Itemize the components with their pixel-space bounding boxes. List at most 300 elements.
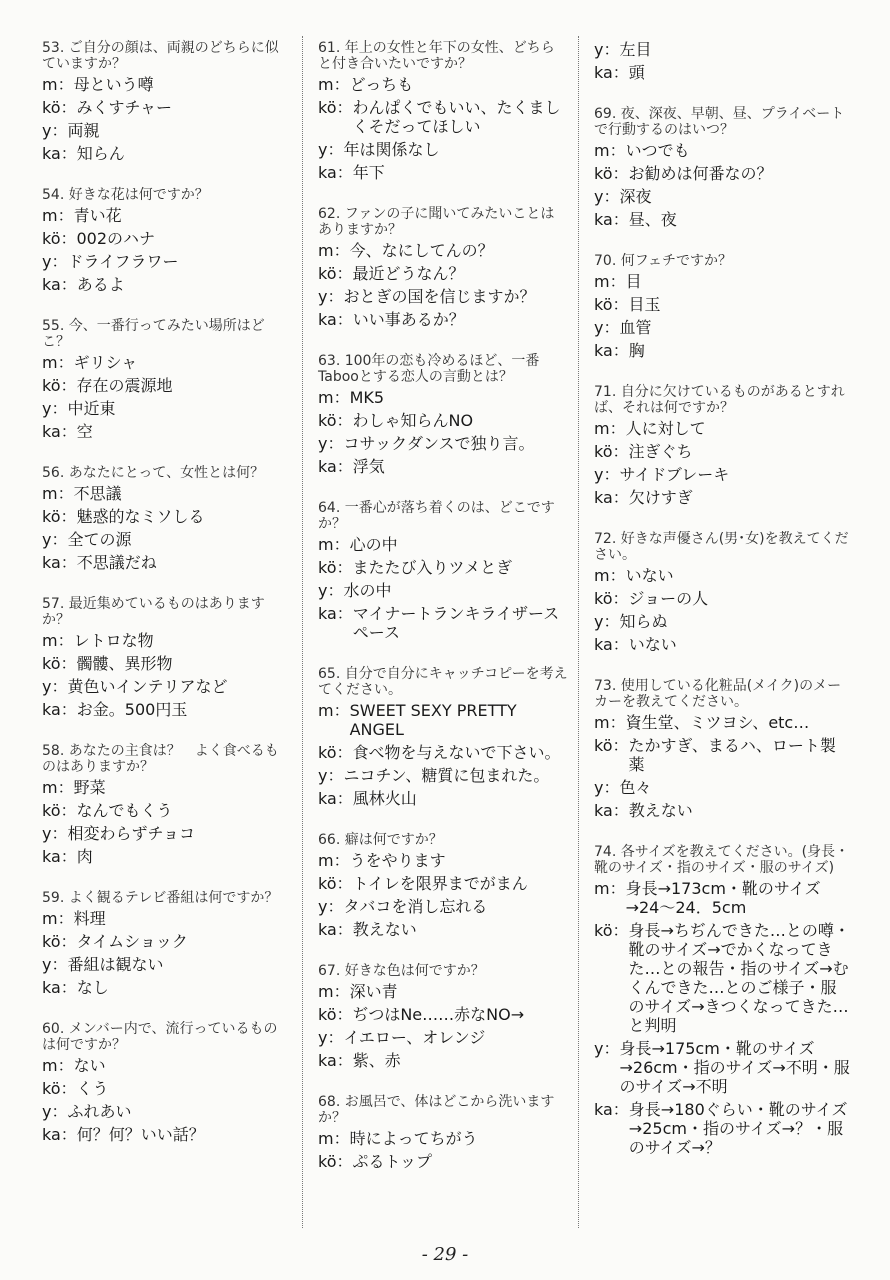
column-divider	[302, 36, 303, 1228]
question-text: 72. 好きな声優さん(男･女)を教えてください。	[594, 531, 849, 563]
speaker-label: kö：	[594, 164, 629, 183]
speaker-label: y：	[42, 677, 68, 696]
answer-text: みくすチャー	[76, 98, 173, 117]
answer-row	[594, 589, 850, 608]
question-block	[42, 465, 290, 572]
answer-text: トイレを限界までがまん	[352, 874, 528, 893]
answer-text: 中近東	[67, 399, 116, 418]
speaker-label: ka：	[594, 63, 629, 82]
answer-text: MK5	[349, 388, 385, 407]
speaker-label: m：	[42, 1056, 74, 1075]
answer-text: ぢつはNe……赤なNO→	[352, 1005, 525, 1024]
question-block	[318, 666, 568, 808]
answer-text: お勧めは何番なの？	[628, 164, 773, 183]
answer-row	[318, 1028, 568, 1047]
question-text: 55. 今、一番行ってみたい場所はどこ？	[42, 318, 265, 350]
answer-text: お金。500円玉	[76, 700, 188, 719]
answer-text: ギリシャ	[73, 353, 138, 372]
column-3	[594, 40, 850, 1181]
speaker-label: ka：	[318, 457, 353, 476]
answer-text: なんでもくう	[76, 801, 173, 820]
answer-text: いい事あるか？	[352, 310, 465, 329]
answer-text: 左目	[619, 40, 652, 59]
question-block	[318, 1094, 568, 1171]
question-block	[594, 844, 850, 1157]
answer-row	[318, 743, 568, 762]
answer-row	[318, 1152, 568, 1171]
answer-text: 欠けすぎ	[628, 488, 693, 507]
answer-row	[42, 932, 290, 951]
answer-text: 食べ物を与えないで下さい。	[352, 743, 561, 762]
answer-text: 風林火山	[352, 789, 417, 808]
answer-text: 相変わらずチョコ	[67, 824, 196, 843]
speaker-label: kö：	[594, 736, 629, 755]
speaker-label: kö：	[42, 801, 77, 820]
answer-row	[42, 1102, 290, 1121]
answer-row	[318, 1005, 568, 1024]
question-text: 61. 年上の女性と年下の女性、どちらと付き合いたいですか？	[318, 40, 555, 72]
answer-row	[318, 851, 568, 870]
answer-row	[318, 1129, 568, 1148]
answer-text: 水の中	[343, 581, 392, 600]
answer-text: 浮気	[352, 457, 385, 476]
answer-row	[594, 566, 850, 585]
answer-text: 色々	[619, 778, 652, 797]
speaker-label: ka：	[42, 1125, 77, 1144]
answer-row	[318, 581, 568, 600]
answer-row	[318, 1051, 568, 1070]
answer-text: 年下	[352, 163, 385, 182]
speaker-label: ka：	[42, 422, 77, 441]
answer-text: 不思議だね	[76, 553, 157, 572]
answer-row	[594, 879, 850, 917]
answer-text: 002のハナ	[76, 229, 156, 248]
speaker-label: y：	[594, 1039, 620, 1058]
answer-text: 黄色いインテリアなど	[67, 677, 228, 696]
answer-text: 料理	[73, 909, 106, 928]
speaker-label: kö：	[42, 376, 77, 395]
speaker-label: y：	[318, 766, 344, 785]
answer-text: 母という噂	[73, 75, 154, 94]
answer-row	[594, 442, 850, 461]
answer-text: たかすぎ、まるハ、ロート製薬	[628, 736, 836, 774]
answer-row	[42, 507, 290, 526]
answer-row	[318, 535, 568, 554]
question-block	[318, 206, 568, 329]
answer-text: サイドブレーキ	[619, 465, 730, 484]
speaker-label: y：	[594, 612, 620, 631]
answer-row	[594, 40, 850, 59]
answer-text: 教えない	[628, 801, 693, 820]
answer-row	[42, 275, 290, 294]
answer-row	[318, 766, 568, 785]
answer-row	[42, 778, 290, 797]
question-text: 54. 好きな花は何ですか？	[42, 187, 209, 203]
answer-text: ぷるトップ	[352, 1152, 433, 1171]
speaker-label: ka：	[42, 553, 77, 572]
answer-row	[594, 295, 850, 314]
speaker-label: m：	[318, 535, 350, 554]
speaker-label: ka：	[42, 847, 77, 866]
answer-row	[42, 399, 290, 418]
answer-text: ニコチン、糖質に包まれた。	[343, 766, 550, 785]
question-text: 65. 自分で自分にキャッチコピーを考えてください。	[318, 666, 568, 698]
speaker-label: m：	[318, 701, 350, 720]
speaker-label: y：	[594, 187, 620, 206]
speaker-label: y：	[318, 434, 344, 453]
answer-row	[318, 241, 568, 260]
answer-row	[42, 422, 290, 441]
answer-text: 魅惑的なミソしる	[76, 507, 205, 526]
answer-text: 資生堂、ミツヨシ、etc…	[625, 713, 810, 732]
answer-row	[318, 75, 568, 94]
answer-text: 教えない	[352, 920, 417, 939]
answer-text: うをやります	[349, 851, 446, 870]
column-1	[42, 40, 290, 1168]
answer-row	[318, 558, 568, 577]
column-2	[318, 40, 568, 1195]
answer-row	[42, 353, 290, 372]
answer-text: 身長→180ぐらい・靴のサイズ→25cm・指のサイズ→？・服のサイズ→？	[628, 1100, 848, 1157]
speaker-label: y：	[594, 465, 620, 484]
answer-text: 身長→ちぢんできた…との噂・靴のサイズ→でかくなってきた…との報告・指のサイズ→むくんできた…とのご様子・服のサイズ→きつくなってきた…と判明	[628, 921, 850, 1035]
speaker-label: kö：	[318, 411, 353, 430]
answer-row	[42, 98, 290, 117]
question-block	[594, 678, 850, 820]
answer-row	[318, 98, 568, 136]
speaker-label: y：	[42, 530, 68, 549]
question-block	[42, 1021, 290, 1144]
answer-text: 年は関係なし	[343, 140, 440, 159]
answer-text: マイナートランキライザースペース	[352, 604, 560, 642]
speaker-label: kö：	[594, 921, 629, 940]
speaker-label: kö：	[318, 98, 353, 117]
question-block	[318, 500, 568, 642]
answer-text: 胸	[628, 341, 645, 360]
speaker-label: m：	[318, 75, 350, 94]
page-number: - 29 -	[421, 1244, 469, 1265]
answer-text: 注ぎぐち	[628, 442, 693, 461]
answer-text: わんぱくでもいい、たくましくそだってほしい	[352, 98, 561, 136]
speaker-label: m：	[42, 909, 74, 928]
speaker-label: ka：	[318, 920, 353, 939]
speaker-label: y：	[594, 318, 620, 337]
speaker-label: m：	[318, 982, 350, 1001]
answer-row	[42, 121, 290, 140]
answer-text: 何？何？いい話？	[76, 1125, 205, 1144]
answer-text: 血管	[619, 318, 652, 337]
answer-text: 知らん	[76, 144, 125, 163]
question-block	[594, 253, 850, 360]
speaker-label: kö：	[42, 1079, 77, 1098]
answer-row	[594, 778, 850, 797]
answer-row	[42, 229, 290, 248]
answer-row	[42, 206, 290, 225]
question-text: 57. 最近集めているものはありますか？	[42, 596, 265, 628]
answer-text: 空	[76, 422, 93, 441]
speaker-label: m：	[594, 141, 626, 160]
answer-row	[594, 318, 850, 337]
answer-row	[42, 955, 290, 974]
speaker-label: y：	[318, 581, 344, 600]
answer-row	[594, 164, 850, 183]
speaker-label: m：	[318, 1129, 350, 1148]
speaker-label: y：	[318, 897, 344, 916]
answer-text: 身長→173cm・靴のサイズ→24～24．5cm	[625, 879, 821, 917]
speaker-label: m：	[594, 419, 626, 438]
question-block	[42, 187, 290, 294]
speaker-label: y：	[318, 140, 344, 159]
answer-text: いない	[625, 566, 674, 585]
answer-row	[42, 801, 290, 820]
question-text: 63. 100年の恋も冷めるほど、一番Tabooとする恋人の言動とは？	[318, 353, 540, 385]
speaker-label: ka：	[594, 635, 629, 654]
speaker-label: ka：	[594, 1100, 629, 1119]
question-block	[318, 832, 568, 939]
answer-row	[594, 465, 850, 484]
answer-text: 身長→175cm・靴のサイズ→26cm・指のサイズ→不明・服のサイズ→不明	[619, 1039, 850, 1096]
speaker-label: y：	[594, 778, 620, 797]
question-block	[594, 531, 850, 654]
answer-text: 深い青	[349, 982, 398, 1001]
speaker-label: m：	[318, 851, 350, 870]
answer-row	[318, 457, 568, 476]
speaker-label: ka：	[42, 700, 77, 719]
speaker-label: y：	[42, 824, 68, 843]
answer-text: 両親	[67, 121, 100, 140]
speaker-label: m：	[42, 631, 74, 650]
answer-row	[594, 736, 850, 774]
answer-row	[42, 484, 290, 503]
answer-row	[318, 310, 568, 329]
speaker-label: ka：	[594, 210, 629, 229]
answer-text: タイムショック	[76, 932, 188, 951]
answer-row	[42, 824, 290, 843]
question-text: 68. お風呂で、体はどこから洗いますか？	[318, 1094, 555, 1126]
question-text: 67. 好きな色は何ですか？	[318, 963, 485, 979]
answer-row	[318, 920, 568, 939]
answer-text: イエロー、オレンジ	[343, 1028, 486, 1047]
answer-row	[594, 419, 850, 438]
speaker-label: ka：	[318, 1051, 353, 1070]
answer-row	[42, 654, 290, 673]
speaker-label: ka：	[318, 604, 353, 623]
question-block	[594, 384, 850, 507]
answer-row	[42, 252, 290, 271]
speaker-label: ka：	[42, 144, 77, 163]
answer-row	[318, 789, 568, 808]
answer-row	[318, 140, 568, 159]
speaker-label: kö：	[42, 654, 77, 673]
answer-row	[594, 488, 850, 507]
speaker-label: y：	[42, 955, 68, 974]
answer-row	[318, 434, 568, 453]
answer-row	[594, 612, 850, 631]
answer-text: おとぎの国を信じますか？	[343, 287, 536, 306]
answer-text: 全ての源	[67, 530, 132, 549]
speaker-label: m：	[594, 272, 626, 291]
answer-row	[594, 210, 850, 229]
speaker-label: kö：	[318, 743, 353, 762]
speaker-label: m：	[42, 353, 74, 372]
answer-text: 昼、夜	[628, 210, 677, 229]
answer-text: ふれあい	[67, 1102, 132, 1121]
answer-text: 心の中	[349, 535, 398, 554]
answer-text: くう	[76, 1079, 109, 1098]
speaker-label: ka：	[594, 341, 629, 360]
answer-text: 野菜	[73, 778, 106, 797]
answer-text: 知らぬ	[619, 612, 668, 631]
question-text: 58. あなたの主食は？ よく食べるものはありますか？	[42, 743, 279, 775]
answer-row	[318, 897, 568, 916]
answer-text: 人に対して	[625, 419, 706, 438]
answer-text: いない	[628, 635, 677, 654]
question-text: 69. 夜、深夜、早朝、昼、プライベートで行動するのはいつ？	[594, 106, 845, 138]
speaker-label: kö：	[42, 229, 77, 248]
answer-text: 不思議	[73, 484, 122, 503]
question-block	[42, 318, 290, 441]
question-block	[594, 40, 850, 82]
answer-text: ジョーの人	[628, 589, 709, 608]
question-block	[42, 890, 290, 997]
answer-text: 青い花	[73, 206, 122, 225]
answer-text: なし	[76, 978, 109, 997]
answer-row	[594, 1100, 850, 1157]
answer-row	[42, 700, 290, 719]
speaker-label: m：	[42, 778, 74, 797]
speaker-label: m：	[318, 241, 350, 260]
speaker-label: y：	[318, 1028, 344, 1047]
question-text: 73. 使用している化粧品(メイク)のメーカーを教えてください。	[594, 678, 842, 710]
speaker-label: ka：	[318, 310, 353, 329]
speaker-label: kö：	[594, 295, 629, 314]
answer-row	[594, 341, 850, 360]
answer-row	[42, 631, 290, 650]
speaker-label: y：	[42, 252, 68, 271]
answer-text: 目	[625, 272, 642, 291]
answer-row	[594, 63, 850, 82]
answer-row	[594, 921, 850, 1035]
speaker-label: kö：	[318, 558, 353, 577]
answer-text: わしゃ知らんNO	[352, 411, 474, 430]
speaker-label: kö：	[594, 442, 629, 461]
answer-text: 時によってちがう	[349, 1129, 478, 1148]
answer-row	[42, 1079, 290, 1098]
answer-text: コサックダンスで独り言。	[343, 434, 535, 453]
question-block	[318, 353, 568, 476]
question-text: 53. ご自分の顔は、両親のどちらに似ていますか？	[42, 40, 279, 72]
answer-text: 目玉	[628, 295, 661, 314]
answer-row	[42, 909, 290, 928]
answer-text: 深夜	[619, 187, 652, 206]
answer-row	[42, 1125, 290, 1144]
answer-row	[594, 801, 850, 820]
speaker-label: ka：	[318, 789, 353, 808]
speaker-label: ka：	[42, 275, 77, 294]
answer-row	[594, 1039, 850, 1096]
answer-row	[42, 530, 290, 549]
speaker-label: m：	[318, 388, 350, 407]
answer-text: いつでも	[625, 141, 690, 160]
answer-row	[318, 287, 568, 306]
answer-text: 紫、赤	[352, 1051, 401, 1070]
question-text: 59. よく観るテレビ番組は何ですか？	[42, 890, 279, 906]
question-block	[318, 963, 568, 1070]
speaker-label: m：	[594, 566, 626, 585]
speaker-label: kö：	[42, 932, 77, 951]
answer-text: ない	[73, 1056, 106, 1075]
speaker-label: y：	[42, 121, 68, 140]
answer-row	[318, 163, 568, 182]
answer-row	[594, 272, 850, 291]
question-text: 74. 各サイズを教えてください。(身長・靴のサイズ・指のサイズ・服のサイズ)	[594, 844, 850, 876]
answer-text: ドライフラワー	[67, 252, 179, 271]
answer-row	[594, 141, 850, 160]
question-block	[42, 40, 290, 163]
answer-row	[594, 635, 850, 654]
question-text: 56. あなたにとって、女性とは何？	[42, 465, 265, 481]
answer-text: どっちも	[349, 75, 414, 94]
speaker-label: kö：	[318, 264, 353, 283]
answer-row	[594, 713, 850, 732]
answer-row	[318, 388, 568, 407]
speaker-label: ka：	[594, 488, 629, 507]
question-text: 71. 自分に欠けているものがあるとすれば、それは何ですか？	[594, 384, 845, 416]
answer-text: 存在の震源地	[76, 376, 173, 395]
speaker-label: ka：	[594, 801, 629, 820]
answer-row	[42, 376, 290, 395]
speaker-label: ka：	[318, 163, 353, 182]
answer-text: あるよ	[76, 275, 125, 294]
question-text: 70. 何フェチですか？	[594, 253, 733, 269]
answer-text: SWEET SEXY PRETTY ANGEL	[349, 701, 517, 739]
question-text: 62. ファンの子に聞いてみたいことはありますか？	[318, 206, 555, 238]
speaker-label: m：	[42, 206, 74, 225]
answer-row	[318, 264, 568, 283]
answer-row	[42, 144, 290, 163]
answer-row	[42, 75, 290, 94]
speaker-label: y：	[594, 40, 620, 59]
answer-text: 最近どうなん？	[352, 264, 465, 283]
answer-text: 番組は観ない	[67, 955, 164, 974]
speaker-label: m：	[42, 484, 74, 503]
speaker-label: ka：	[42, 978, 77, 997]
answer-row	[318, 982, 568, 1001]
answer-row	[42, 553, 290, 572]
speaker-label: kö：	[594, 589, 629, 608]
column-divider	[578, 36, 579, 1228]
question-text: 66. 癖は何ですか？	[318, 832, 443, 848]
answer-text: 今、なにしてんの？	[349, 241, 494, 260]
speaker-label: kö：	[42, 507, 77, 526]
question-block	[318, 40, 568, 182]
question-text: 60. メンバー内で、流行っているものは何ですか？	[42, 1021, 278, 1053]
speaker-label: y：	[42, 1102, 68, 1121]
speaker-label: m：	[594, 713, 626, 732]
answer-text: レトロな物	[73, 631, 154, 650]
question-block	[42, 596, 290, 719]
answer-row	[318, 874, 568, 893]
answer-text: タバコを消し忘れる	[343, 897, 488, 916]
speaker-label: m：	[594, 879, 626, 898]
answer-row	[594, 187, 850, 206]
answer-text: 頭	[628, 63, 645, 82]
answer-row	[42, 1056, 290, 1075]
answer-text: 髑髏、異形物	[76, 654, 173, 673]
speaker-label: kö：	[318, 1152, 353, 1171]
question-block	[42, 743, 290, 866]
answer-row	[42, 978, 290, 997]
